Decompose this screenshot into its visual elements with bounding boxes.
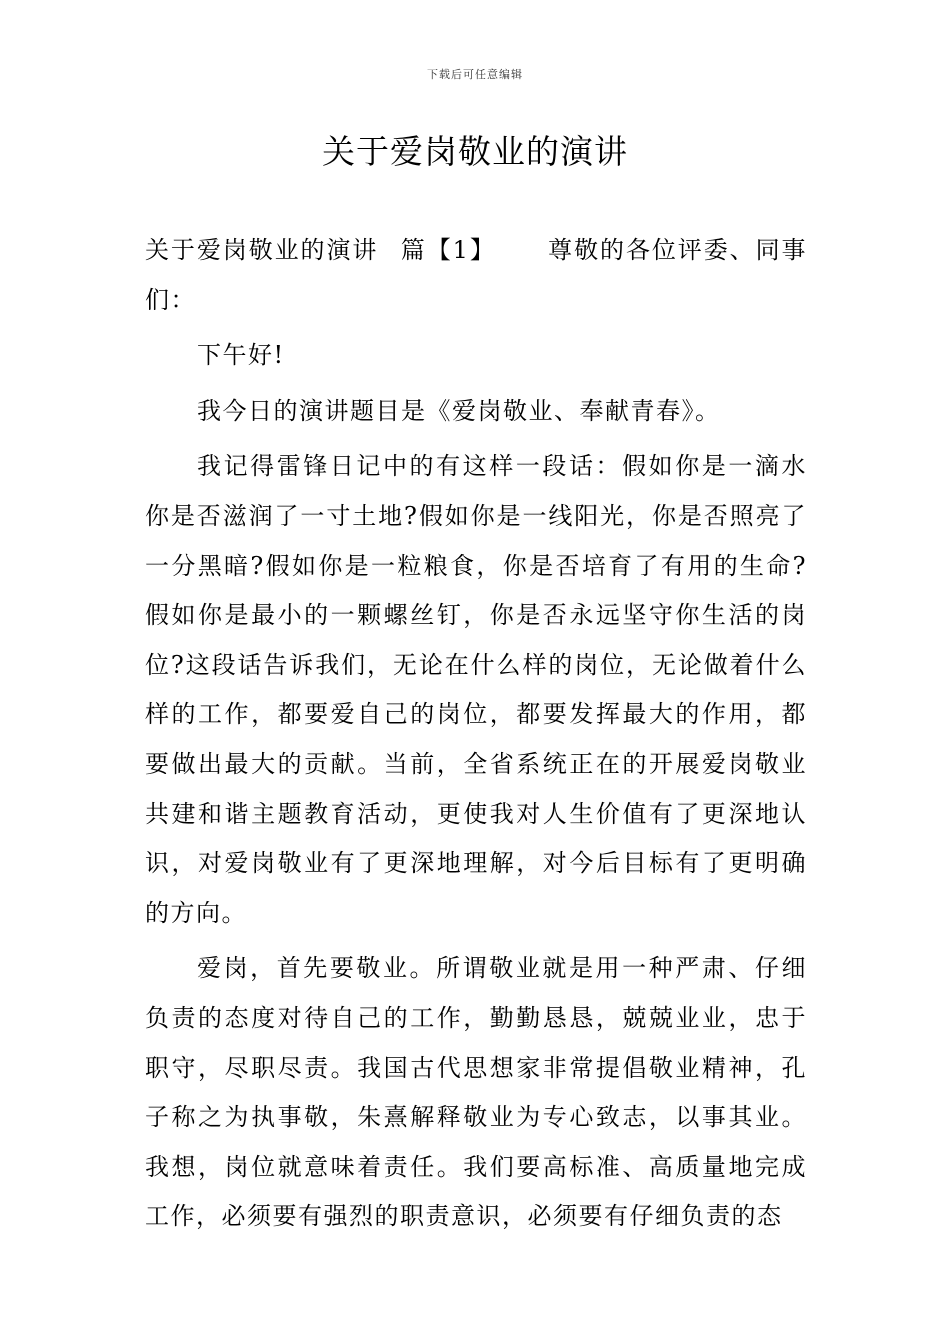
document-title: 关于爱岗敬业的演讲 <box>322 132 628 171</box>
body-paragraph-topic: 我今日的演讲题目是《爱岗敬业、奉献青春》。 <box>197 396 721 425</box>
body-paragraph-diary: 我记得雷锋日记中的有这样一段话：假如你是一滴水你是否滋润了一寸土地?假如你是一线阳光，你是否照亮了一分黑暗?假如你是一粒粮食，你是否培育了有用的生命?假如你是最小的一颗螺丝钉，你是否永远坚守你生活的岗位?这段话告诉我们，无论在什么样的岗位，无论做着什么样的工作，都要爱自己的岗位，都要发挥最大的作用，都要做出最大的贡献。当前，全省系统正在的开展爱岗敬业共建和谐主题教育活动，更使我对人生价值有了更深地认识，对爱岗敬业有了更深地理解，对今后目标有了更明确的方向。 <box>145 452 807 927</box>
body-paragraph-greeting: 下午好! <box>197 341 285 370</box>
document-body <box>145 226 807 1248</box>
section-label: 篇【1】 <box>400 236 496 264</box>
intro-paragraph <box>145 226 807 325</box>
body-paragraph-dedication: 爱岗，首先要敬业。所谓敬业就是用一种严肃、仔细负责的态度对待自己的工作，勤勤恳恳，兢兢业业，忠于职守，尽职尽责。我国古代思想家非常提倡敬业精神，孔子称之为执事敬，朱熹解释敬业为专心致志，以事其业。我想，岗位就意味着责任。我们要高标准、高质量地完成工作，必须要有强烈的职责意识，必须要有仔细负责的态 <box>145 954 807 1231</box>
intro-heading: 关于爱岗敬业的演讲 <box>145 236 379 264</box>
salutation: 尊敬的各位评委、同事们： <box>145 236 808 314</box>
header-note: 下载后可任意编辑 <box>427 68 523 81</box>
